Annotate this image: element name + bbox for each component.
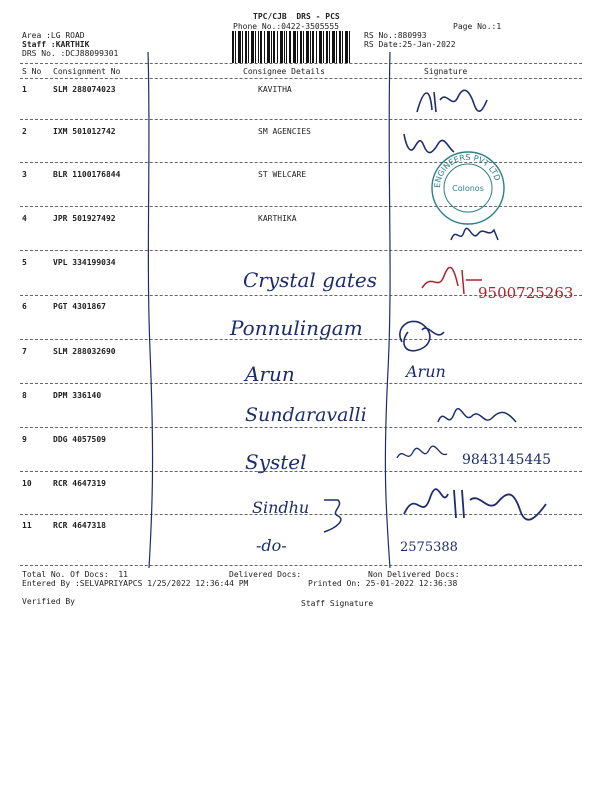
- row-4-consignee: KARTHIKA: [258, 214, 297, 223]
- rs-number: RS No.:880993: [364, 31, 427, 40]
- row-9-phone: 9843145445: [462, 452, 552, 468]
- signature-row-1: [412, 82, 492, 122]
- table-bottom-rule: [20, 565, 582, 566]
- printed-on: Printed On: 25-01-2022 12:36:38: [308, 579, 458, 588]
- row-7-signature: Arun: [406, 362, 446, 381]
- row-3-consignment: BLR 1100176844: [53, 170, 121, 179]
- hand-drawn-column-line: [140, 50, 160, 570]
- rs-date: RS Date:25-Jan-2022: [364, 40, 456, 49]
- stamp-center-text: Colonos: [452, 184, 484, 193]
- non-delivered-docs: Non Delivered Docs:: [368, 570, 460, 579]
- signature-row-10: [396, 484, 556, 526]
- row-1-sno: 1: [22, 85, 27, 94]
- row-4-consignment: JPR 501927492: [53, 214, 116, 223]
- page-number: Page No.:1: [453, 22, 502, 31]
- row-11-handwritten-ditto: -do-: [256, 536, 287, 555]
- row-6-handwritten-name: Ponnulingam: [230, 316, 363, 340]
- signature-row-4: [448, 220, 508, 250]
- row-5-handwritten-name: Crystal gates: [243, 268, 378, 292]
- row-7-sno: 7: [22, 347, 27, 356]
- row-5-sno: 5: [22, 258, 27, 267]
- barcode: [232, 31, 350, 63]
- header-rule-bottom: [20, 78, 582, 79]
- company-stamp: [428, 148, 508, 228]
- entered-by: Entered By :SELVAPRIYAPCS 1/25/2022 12:36:44 PM: [22, 579, 249, 588]
- row-8-sno: 8: [22, 391, 27, 400]
- row-3-consignee: ST WELCARE: [258, 170, 307, 179]
- row-7-consignment: SLM 288032690: [53, 347, 116, 356]
- col-sno: S No: [22, 67, 42, 76]
- row-2-consignee: SM AGENCIES: [258, 127, 311, 136]
- row-6-consignment: PGT 4301867: [53, 302, 106, 311]
- total-docs: Total No. Of Docs: 11: [22, 570, 128, 579]
- row-8-handwritten-name: Sundaravalli: [245, 404, 367, 426]
- delivered-docs: Delivered Docs:: [229, 570, 302, 579]
- row-1-consignment: SLM 288074023: [53, 85, 116, 94]
- row-divider: [20, 119, 582, 120]
- area-label: Area :LG ROAD: [22, 31, 85, 40]
- signature-row-6: [392, 312, 452, 360]
- header-rule-top: [20, 63, 582, 64]
- row-10-handwritten-name: Sindhu: [252, 498, 310, 517]
- row-6-sno: 6: [22, 302, 27, 311]
- signature-row-8: [432, 400, 532, 436]
- row-divider: [20, 383, 582, 384]
- staff-label: Staff :KARTHIK: [22, 40, 90, 49]
- row-5-phone: 9500725263: [478, 284, 574, 302]
- row-9-sno: 9: [22, 435, 27, 444]
- row-3-sno: 3: [22, 170, 27, 179]
- row-1-consignee: KAVITHA: [258, 85, 292, 94]
- phone-number: Phone No.:0422-3505555: [233, 22, 339, 31]
- row-2-consignment: IXM 501012742: [53, 127, 116, 136]
- signature-row-9: [393, 440, 453, 470]
- row-10-bracket-mark: [318, 492, 358, 536]
- col-signature: Signature: [424, 67, 468, 76]
- row-11-sno: 11: [22, 521, 32, 530]
- document-title: TPC/CJB DRS - PCS: [253, 12, 340, 21]
- row-11-number: 2575388: [400, 540, 458, 555]
- row-9-handwritten-name: Systel: [245, 450, 307, 474]
- row-5-consignment: VPL 334199034: [53, 258, 116, 267]
- row-10-consignment: RCR 4647319: [53, 479, 106, 488]
- row-8-consignment: DPM 336140: [53, 391, 102, 400]
- drs-number: DRS No. :DCJ88099301: [22, 49, 119, 58]
- row-10-sno: 10: [22, 479, 32, 488]
- row-4-sno: 4: [22, 214, 27, 223]
- verified-by: Verified By: [22, 597, 75, 606]
- row-divider: [20, 250, 582, 251]
- stamp-ring-text: ENGINEERS PVT LTD: [432, 152, 502, 189]
- staff-signature-label: Staff Signature: [301, 599, 374, 608]
- row-2-sno: 2: [22, 127, 27, 136]
- row-7-handwritten-name: Arun: [245, 362, 295, 386]
- col-consignee: Consignee Details: [243, 67, 325, 76]
- row-11-consignment: RCR 4647318: [53, 521, 106, 530]
- col-consignment: Consignment No: [53, 67, 121, 76]
- row-9-consignment: DDG 4057509: [53, 435, 106, 444]
